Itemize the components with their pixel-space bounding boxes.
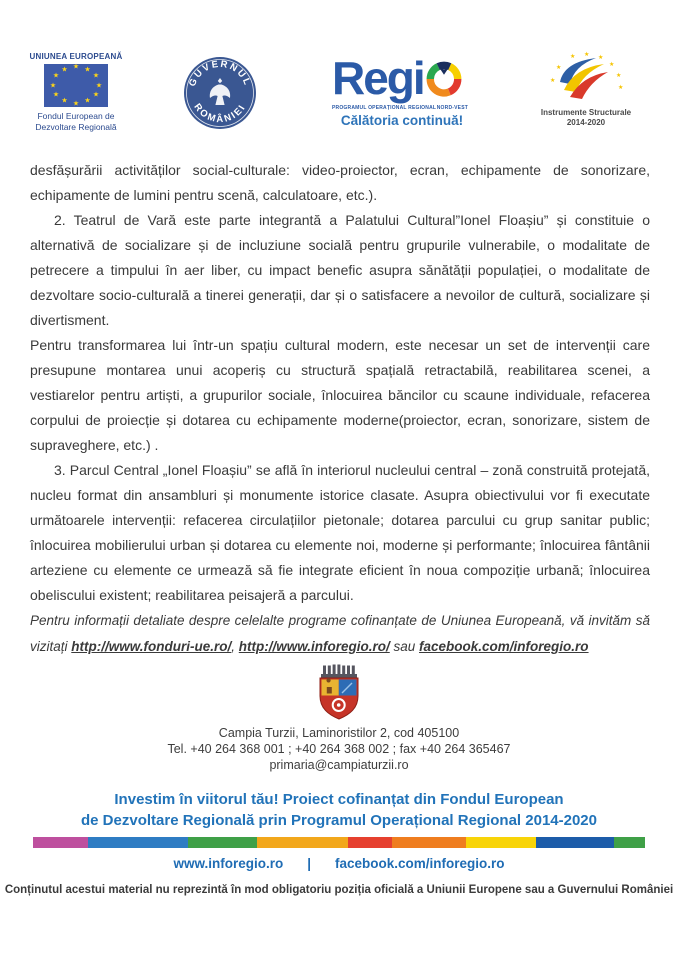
eu-logo [20, 52, 132, 132]
link-inforegio[interactable]: http://www.inforegio.ro/ [238, 639, 390, 654]
color-bar-segment [466, 837, 535, 848]
eu-star-icon: ★ [84, 66, 91, 74]
footer-links [0, 856, 678, 871]
eu-star-icon: ★ [72, 63, 80, 71]
government-seal-icon [183, 56, 257, 135]
link-facebook-inforegio[interactable]: facebook.com/inforegio.ro [419, 639, 589, 654]
eu-star-icon: ★ [49, 82, 57, 89]
eu-star-icon: ★ [61, 66, 68, 74]
eu-star-icon: ★ [72, 100, 80, 108]
funding-note-line2: de Dezvoltare Regională prin Programul Operațional Regional 2014-2020 [81, 812, 597, 829]
contact-block [0, 725, 678, 773]
document-body [30, 158, 650, 660]
info-note-intro: Pentru informații detaliate despre celelalte programe cofinanțate de Uniunea Europeană, vă invităm să vizitați [30, 613, 650, 654]
eu-logo-subtitle: Fondul European de Dezvoltare Regională [35, 111, 117, 132]
color-bar-segment [33, 837, 88, 848]
regio-wordmark: Regi [332, 52, 424, 104]
footer-links-separator: | [307, 856, 311, 871]
footer-link-inforegio[interactable]: www.inforegio.ro [173, 856, 284, 871]
color-bar-segment [392, 837, 466, 848]
eu-flag-icon [44, 64, 108, 107]
paragraph-teatrul-de-vara: 2. Teatrul de Vară este parte integrantă a Palatului Cultural”Ionel Floașiu” și constituie o alternativă de socializare și de incluziune socială pentru grupurile vulnerabile, o modalitate de petrecere a timpului în aer liber, cu impact benefic asupra sănătății populației, o modalitate de dezvoltare socio-culturală a tinerei generații, dar și o satisfacere a nevoilor de cultură, socializare și divertisment. [30, 212, 650, 328]
disclaimer-text: Conținutul acestui material nu reprezintă în mod obligatoriu poziția oficială a Uniunii Europene sau a Guvernului României [4, 884, 674, 896]
is-label-line2: 2014-2020 [566, 118, 606, 128]
is-star-icon: ★ [550, 78, 556, 84]
structural-instruments-icon [544, 52, 628, 108]
funding-note-line1: Investim în viitorul tău! Proiect cofinanțat din Fondul European [114, 791, 564, 808]
paragraph-transformare: Pentru transformarea lui într-un spațiu cultural modern, este necesar un set de intervenții care presupune montarea unui acoperiș cu structură spațială retractabilă, reabilitarea scenei, a vestiarelor pentru artiști, a grupurilor sociale, înlocuirea băncilor cu scaune individuale, refacerea corpului de proiecție și dotarea cu echipamente moderne(proiector, ecran, sonorizare, sistem de supraveghere, etc.) . [30, 337, 650, 453]
is-star-icon: ★ [598, 55, 604, 61]
paragraph-continuation: desfășurării activităților social-culturale: video-proiector, ecran, echipamente de sonorizare, echipamente de lumini pentru scenă, calculatoare, etc.). [30, 162, 650, 203]
regio-region-label: NORD-VEST [436, 105, 468, 111]
funding-note [0, 789, 678, 831]
color-bar-segment [348, 837, 392, 848]
contact-email: primaria@campiaturzii.ro [269, 758, 409, 772]
eu-star-icon: ★ [92, 91, 100, 99]
campia-turzii-crest-icon [316, 663, 362, 726]
contact-address: Campia Turzii, Laminoristilor 2, cod 405100 [218, 726, 460, 740]
is-star-icon: ★ [609, 62, 615, 68]
eu-star-icon: ★ [95, 82, 103, 89]
link-fonduri-ue[interactable]: http://www.fonduri-ue.ro/ [71, 639, 232, 654]
footer-color-bar [33, 837, 645, 848]
is-label-line1: Instrumente Structurale [540, 108, 632, 117]
is-star-icon: ★ [570, 54, 576, 60]
is-star-icon: ★ [584, 52, 590, 58]
eu-logo-title: UNIUNEA EUROPEANĂ [29, 52, 123, 61]
contact-phone: Tel. +40 264 368 001 ; +40 264 368 002 ; fax +40 264 365467 [167, 742, 511, 756]
regio-o-icon [425, 60, 463, 103]
info-note-sep2: sau [389, 639, 420, 654]
eu-star-icon: ★ [52, 72, 60, 80]
is-star-icon: ★ [618, 85, 624, 91]
color-bar-segment [257, 837, 348, 848]
svg-text:GUVERNUL: GUVERNUL [186, 58, 254, 89]
info-note [30, 608, 650, 660]
info-note-sep1: , [231, 639, 239, 654]
svg-text:ROMÂNIEI: ROMÂNIEI [191, 101, 249, 126]
paragraph-parcul-central: 3. Parcul Central „Ionel Floașiu” se află în interiorul nucleului central – zonă construită protejată, nucleu format din ansambluri și monumente istorice clasate. Asupra obiectivului vor fi executate următoarele intervenții: refacerea circulațiilor pietonale; dotarea parcului cu grup sanitar public; înlocuirea mobilierului urban și dotarea cu elemente noi, moderne și performante; înlocuirea fântânii arteziene cu elemente ce urmează să fie integrate eficient în noua compoziție urbană; înlocuirea obeliscului existent; reabilitarea peisajeră a parcului. [30, 462, 650, 603]
eu-star-icon: ★ [92, 72, 100, 80]
is-star-icon: ★ [556, 65, 562, 71]
regio-logo [332, 52, 482, 128]
color-bar-segment [614, 837, 645, 848]
footer-link-facebook[interactable]: facebook.com/inforegio.ro [335, 856, 505, 871]
eu-star-icon: ★ [84, 97, 91, 105]
eu-star-icon: ★ [61, 97, 68, 105]
color-bar-segment [536, 837, 614, 848]
color-bar-segment [188, 837, 257, 848]
regio-program-label: PROGRAMUL OPERAȚIONAL REGIONAL [332, 105, 437, 111]
is-star-icon: ★ [616, 73, 622, 79]
structural-instruments-logo [528, 52, 644, 129]
eu-star-icon: ★ [52, 91, 60, 99]
regio-tagline: Călătoria continuă! [340, 113, 464, 128]
color-bar-segment [88, 837, 188, 848]
